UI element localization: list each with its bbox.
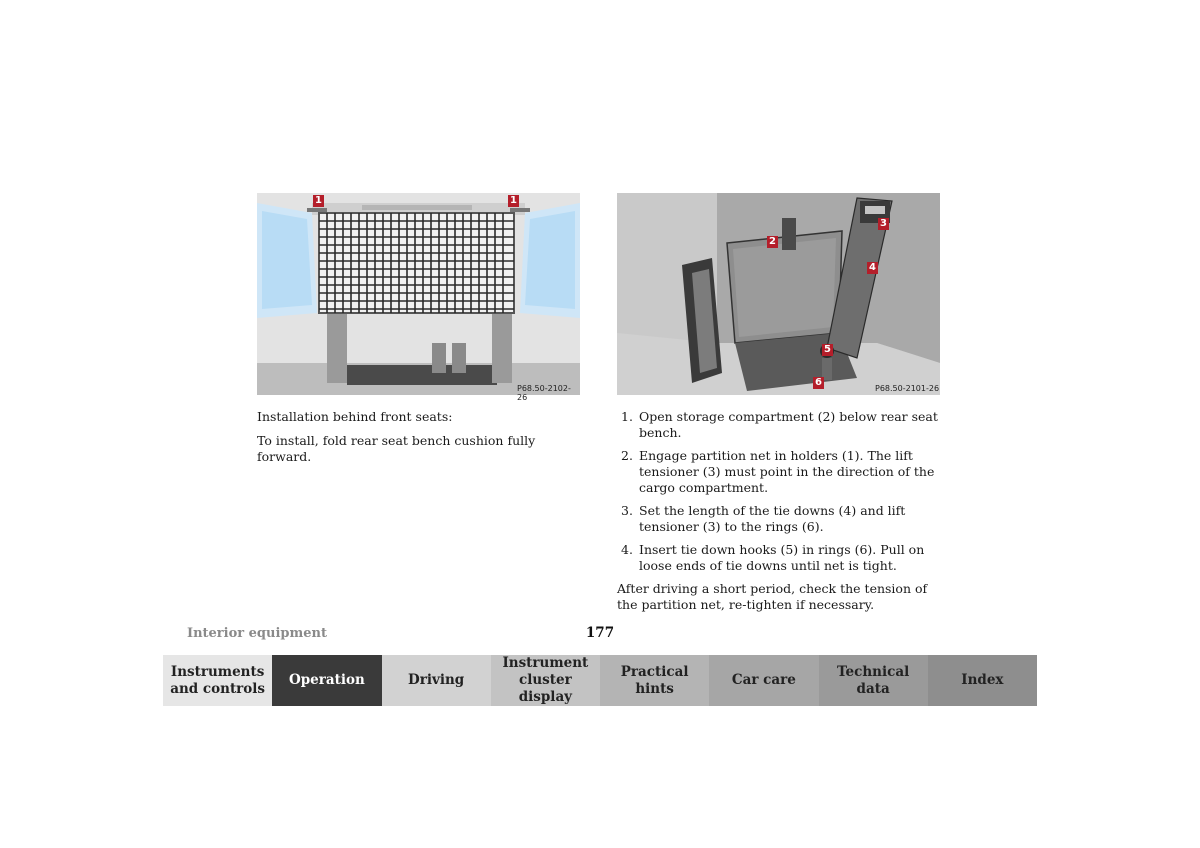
chapter-nav-bar xyxy=(163,655,1037,706)
callout-5: 5 xyxy=(822,344,833,356)
closing-paragraph: After driving a short period, check the tension of the partition net, re-tighten if necessary. xyxy=(617,581,928,612)
page-number: 177 xyxy=(585,625,615,641)
partition-net-illustration xyxy=(257,193,580,402)
tab-operation[interactable]: Operation xyxy=(272,655,381,706)
step-text: Open storage compartment (2) below rear seat bench. xyxy=(639,409,938,440)
left-column-text xyxy=(257,409,587,473)
step-number: 1. xyxy=(621,409,633,424)
step-text: Insert tie down hooks (5) in rings (6). Pull on loose ends of tie downs until net is tight. xyxy=(639,542,925,573)
installation-steps xyxy=(617,409,947,574)
callout-1-right: 1 xyxy=(508,195,519,207)
step-text: Set the length of the tie downs (4) and lift tensioner (3) to the rings (6). xyxy=(639,503,906,534)
tab-index[interactable]: Index xyxy=(928,655,1037,706)
figure-code: P68.50-2102-26 xyxy=(517,384,571,402)
right-column-text xyxy=(617,409,947,621)
storage-compartment-drawing xyxy=(617,193,940,395)
section-label: Interior equipment xyxy=(187,626,327,641)
step-item xyxy=(617,503,947,535)
callout-3: 3 xyxy=(878,218,889,230)
tab-practical-hints[interactable]: Practical hints xyxy=(600,655,709,706)
tab-instrument-cluster-display[interactable]: Instrument cluster display xyxy=(491,655,600,706)
callout-4: 4 xyxy=(867,262,878,274)
step-item xyxy=(617,409,947,441)
tab-instruments-and-controls[interactable]: Instruments and controls xyxy=(163,655,272,706)
tie-down-illustration xyxy=(617,193,940,395)
step-number: 4. xyxy=(621,542,633,557)
install-paragraph: To install, fold rear seat bench cushion fully forward. xyxy=(257,433,536,464)
callout-1-left: 1 xyxy=(313,195,324,207)
callout-6: 6 xyxy=(813,377,824,389)
step-text: Engage partition net in holders (1). The lift tensioner (3) must point in the direction of the cargo compartment. xyxy=(639,448,935,495)
van-interior-drawing xyxy=(257,193,580,395)
step-item xyxy=(617,448,947,496)
tab-technical-data[interactable]: Technical data xyxy=(819,655,928,706)
tab-car-care[interactable]: Car care xyxy=(709,655,818,706)
callout-2: 2 xyxy=(767,236,778,248)
step-number: 2. xyxy=(621,448,633,463)
intro-paragraph: Installation behind front seats: xyxy=(257,409,453,424)
tab-driving[interactable]: Driving xyxy=(382,655,491,706)
step-item xyxy=(617,542,947,574)
figure-code: P68.50-2101-26 xyxy=(875,384,940,393)
step-number: 3. xyxy=(621,503,633,518)
